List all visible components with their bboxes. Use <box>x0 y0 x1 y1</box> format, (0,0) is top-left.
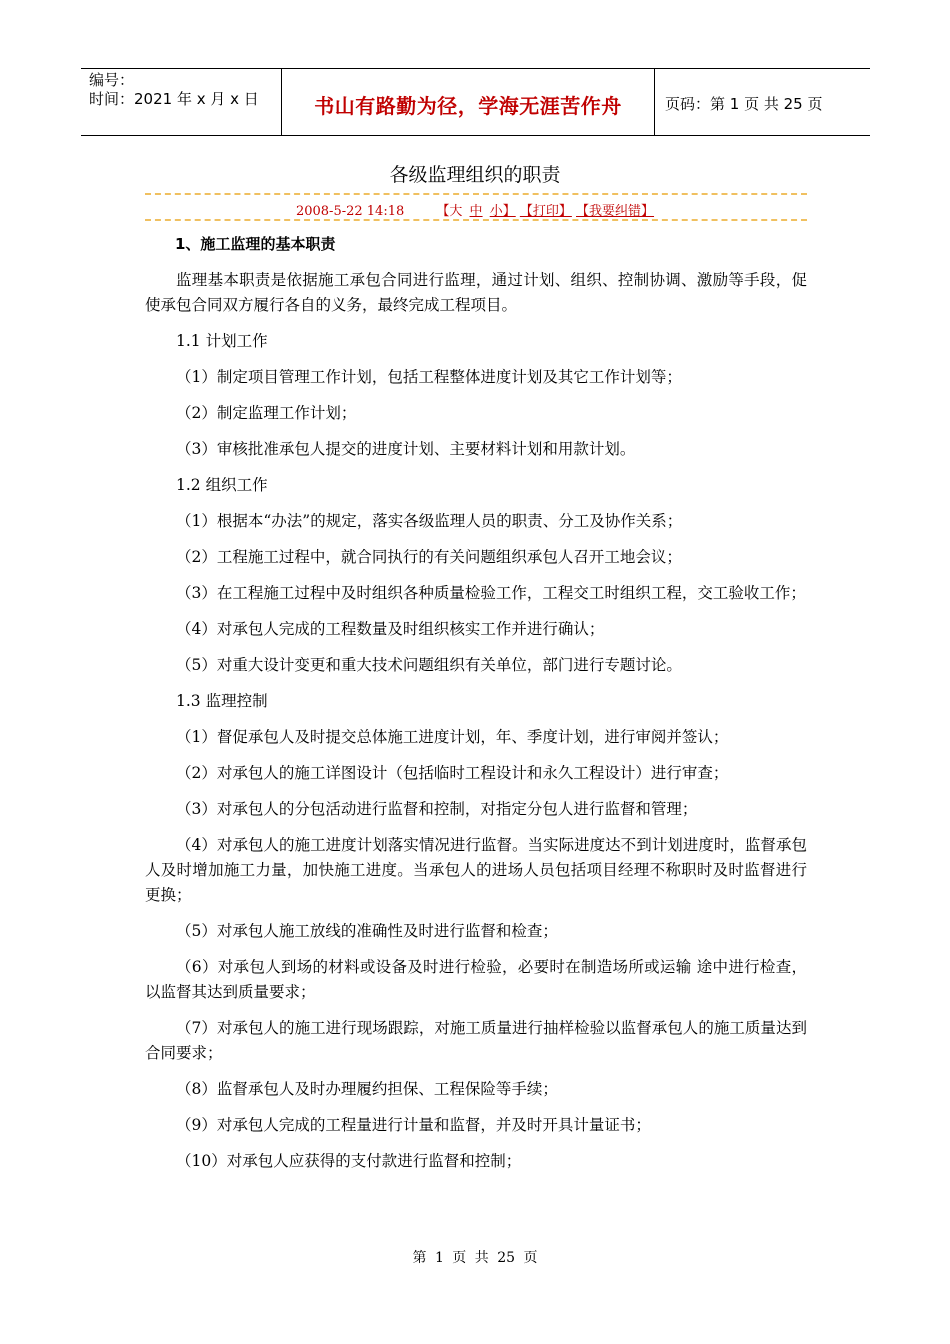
list-item: （1）制定项目管理工作计划，包括工程整体进度计划及其它工作计划等； <box>176 368 682 386</box>
list-item: （1）根据本“办法”的规定，落实各级监理人员的职责、分工及协作关系； <box>176 512 683 530</box>
list-item: （8）监督承包人及时办理履约担保、工程保险等手续； <box>176 1080 558 1098</box>
subsection-heading: 1.1 计划工作 <box>176 332 268 350</box>
article-meta <box>0 200 950 219</box>
paragraph: 监理基本职责是依据施工承包合同进行监理，通过计划、组织、控制协调、激励等手段，促使承包合同双方履行各自的义务，最终完成工程项目。 <box>145 271 807 314</box>
time-label: 时间：2021 年 x 月 x 日 <box>89 90 259 108</box>
list-item: （7）对承包人的施工进行现场跟踪，对施工质量进行抽样检验以监督承包人的施工质量达到合同要求； <box>145 1019 807 1062</box>
list-item: （5）对承包人施工放线的准确性及时进行监督和检查； <box>176 922 558 940</box>
divider-top <box>145 193 807 195</box>
list-item: （3）审核批准承包人提交的进度计划、主要材料计划和用款计划。 <box>176 440 636 458</box>
header-meta-cell <box>81 69 282 135</box>
font-size-bracket-open[interactable]: 【大 <box>436 204 463 219</box>
font-size-medium-link[interactable]: 中 <box>469 204 483 219</box>
document-header <box>81 68 870 136</box>
list-item: （6）对承包人到场的材料或设备及时进行检验，必要时在制造场所或运输 途中进行检查，以监督其达到质量要求； <box>145 958 807 1001</box>
list-item: （3）对承包人的分包活动进行监督和控制，对指定分包人进行监督和管理； <box>176 800 698 818</box>
subsection-heading: 1.3 监理控制 <box>176 692 268 710</box>
list-item: （9）对承包人完成的工程量进行计量和监督，并及时开具计量证书； <box>176 1116 651 1134</box>
subsection-heading: 1.2 组织工作 <box>176 476 268 494</box>
code-label: 编号： <box>89 71 135 89</box>
header-page-info: 页码：第 1 页 共 25 页 <box>665 94 823 113</box>
list-item: （1）督促承包人及时提交总体施工进度计划，年、季度计划，进行审阅并签认； <box>176 728 729 746</box>
page-footer: 第 1 页 共 25 页 <box>412 1250 538 1266</box>
list-item: （3）在工程施工过程中及时组织各种质量检验工作，工程交工时组织工程，交工验收工作； <box>176 584 806 602</box>
list-item: （5）对重大设计变更和重大技术问题组织有关单位，部门进行专题讨论。 <box>176 656 682 674</box>
list-item: （4）对承包人完成的工程数量及时组织核实工作并进行确认； <box>176 620 605 638</box>
publish-date: 2008-5-22 14:18 <box>295 204 405 219</box>
font-size-small-link[interactable]: 小】 <box>489 204 516 219</box>
list-item: （4）对承包人的施工进度计划落实情况进行监督。当实际进度达不到计划进度时，监督承包人及时增加施工力量，加快施工进度。当承包人的进场人员包括项目经理不称职时及时监督进行更换； <box>145 836 807 904</box>
divider-bottom <box>145 219 807 221</box>
list-item: （10）对承包人应获得的支付款进行监督和控制； <box>176 1152 522 1170</box>
document-title: 各级监理组织的职责 <box>389 164 561 186</box>
report-error-link[interactable]: 【我要纠错】 <box>576 204 655 219</box>
list-item: （2）工程施工过程中，就合同执行的有关问题组织承包人召开工地会议； <box>176 548 682 566</box>
motto: 书山有路勤为径，学海无涯苦作舟 <box>282 69 655 135</box>
section-heading: 1、施工监理的基本职责 <box>175 235 336 253</box>
list-item: （2）制定监理工作计划； <box>176 404 357 422</box>
article-body <box>145 232 807 1185</box>
print-link[interactable]: 【打印】 <box>519 204 572 219</box>
list-item: （2）对承包人的施工详图设计（包括临时工程设计和永久工程设计）进行审查； <box>176 764 729 782</box>
